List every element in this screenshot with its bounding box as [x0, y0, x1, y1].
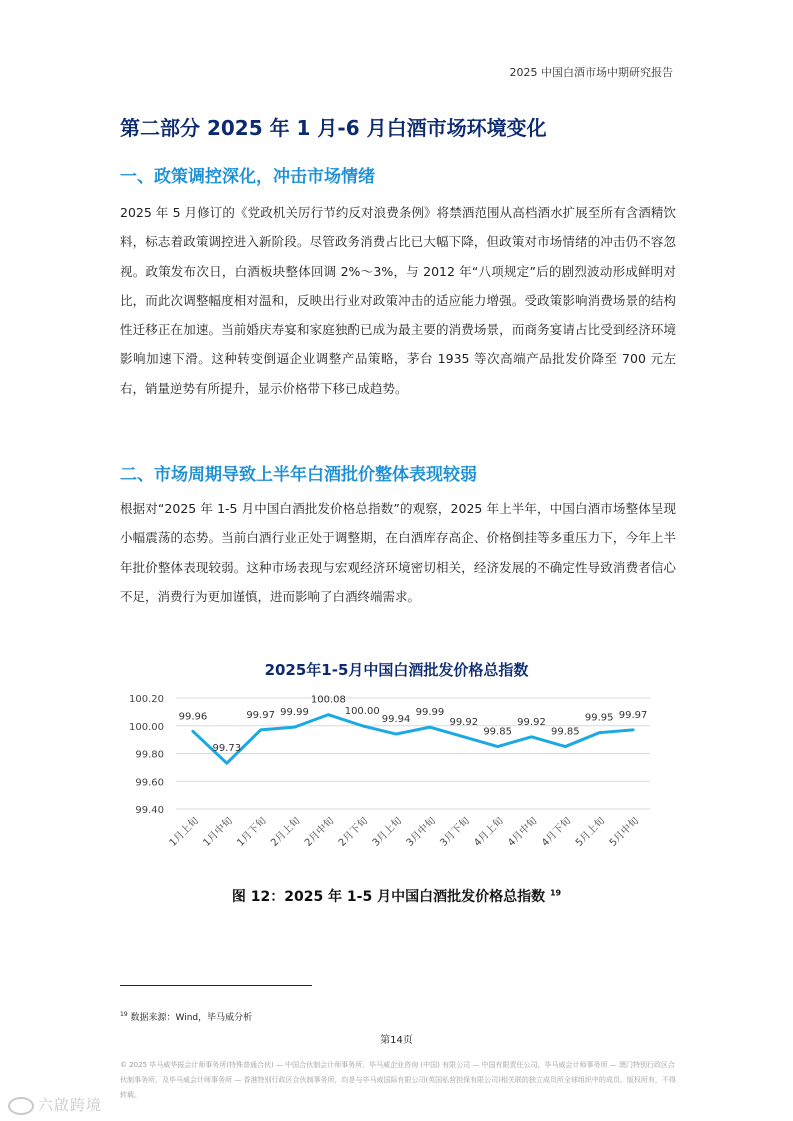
x-tick-label: 1月中旬 [201, 815, 235, 849]
data-label: 99.85 [483, 726, 512, 738]
page-number: 第14页 [380, 1035, 413, 1046]
x-tick-label: 4月下旬 [539, 815, 574, 849]
watermark-text: 六啟跨境 [38, 1096, 103, 1114]
x-tick-label: 3月上旬 [370, 815, 405, 849]
data-label: 99.96 [178, 711, 208, 723]
x-axis-ticks [166, 814, 641, 849]
data-label: 99.99 [415, 707, 445, 719]
legal-notice: © 2025 毕马威华振会计师事务所(特殊普通合伙) — 中国合伙制会计师事务所，毕马威企业咨询 (中国) 有限公司 — 中国有限责任公司，毕马威会计师事务所 — 澳门特别行政区合伙制事务所，及毕马威会计师事务所 — 香港特别行政区合伙制事务所，均是与毕马威国际有限公司(英国私营担保有限公司)相关联的独立成员所全球组织中的成员。版权所有，不得转载。 [120, 1061, 676, 1099]
x-tick-label: 5月上旬 [573, 815, 608, 849]
footnote-text: 数据来源：Wind，毕马威分析 [127, 1013, 253, 1023]
y-tick-label: 100.20 [129, 694, 164, 705]
figure-caption-ref: 19 [549, 888, 562, 898]
data-label: 99.94 [381, 714, 411, 726]
y-axis-ticks [129, 694, 164, 816]
data-label: 99.95 [584, 712, 614, 724]
report-header: 2025 中国白酒市场中期研究报告 [509, 66, 673, 79]
data-label: 99.97 [246, 709, 275, 721]
x-tick-label: 1月上旬 [167, 815, 202, 849]
x-tick-label: 4月上旬 [472, 815, 506, 849]
data-label: 99.97 [618, 709, 648, 721]
x-tick-label: 2月中旬 [302, 815, 337, 849]
watermark-logo-icon [8, 1097, 34, 1115]
y-tick-label: 100.00 [129, 721, 164, 733]
chart-title: 2025年1-5月中国白酒批发价格总指数 [264, 661, 529, 679]
x-tick-label: 4月中旬 [506, 815, 540, 849]
section1-heading: 一、政策调控深化，冲击市场情绪 [120, 167, 375, 187]
data-label: 99.92 [517, 716, 546, 728]
data-label: 99.92 [449, 716, 479, 728]
x-tick-label: 1月下旬 [235, 815, 269, 849]
section2-heading: 二、市场周期导致上半年白酒批价整体表现较弱 [120, 465, 477, 485]
data-label: 99.85 [551, 726, 580, 738]
y-tick-label: 99.40 [135, 805, 164, 816]
section2-paragraph: 根据对“2025 年 1-5 月中国白酒批发价格总指数”的观察，2025 年上半年，中国白酒市场整体呈现小幅震荡的态势。当前白酒行业正处于调整期，在白酒库存高企、价格倒挂等多重压力下，今年上半年批价整体表现较弱。这种市场表现与宏观经济环境密切相关，经济发展的不确定性导致消费者信心不足，消费行为更加谨慎，进而影响了白酒终端需求。 [120, 501, 676, 604]
x-tick-label: 2月下旬 [336, 815, 371, 849]
data-label: 100.08 [310, 694, 346, 706]
x-tick-label: 2月上旬 [269, 815, 303, 849]
data-label: 100.00 [344, 705, 380, 717]
y-tick-label: 99.80 [135, 749, 164, 761]
data-label: 99.99 [280, 707, 309, 719]
x-tick-label: 3月下旬 [438, 815, 472, 849]
footnote-rule [120, 985, 312, 986]
y-tick-label: 99.60 [135, 777, 164, 789]
figure-caption-text: 图 12：2025 年 1-5 月中国白酒批发价格总指数 [231, 889, 550, 905]
data-label: 99.73 [212, 743, 242, 755]
section1-paragraph: 2025 年 5 月修订的《党政机关厉行节约反对浪费条例》将禁酒范围从高档酒水扩展至所有含酒精饮料，标志着政策调控进入新阶段。尽管政务消费占比已大幅下降，但政策对市场情绪的冲击仍不容忽视。政策发布次日，白酒板块整体回调 2%～3%，与 2012 年“八项规定”后的剧烈波动形成鲜明对比，而此次调整幅度相对温和，反映出行业对政策冲击的适应能力增强。受政策影响消费场景的结构性迁移正在加速。当前婚庆寿宴和家庭独酌已成为最主要的消费场景，而商务宴请占比受到经济环境影响加速下滑。这种转变倒逼企业调整产品策略，茅台 1935 等次高端产品批发价降至 700 元左右，销量逆势有所提升，显示价格带下移已成趋势。 [120, 205, 676, 396]
data-labels [179, 695, 648, 755]
figure-caption [0, 886, 793, 906]
watermark [8, 1094, 102, 1115]
footnote-ref: 19 [120, 1011, 128, 1018]
x-tick-label: 5月中旬 [607, 815, 642, 849]
footnote [120, 1010, 252, 1023]
part-title: 第二部分 2025 年 1 月-6 月白酒市场环境变化 [120, 116, 547, 140]
x-tick-label: 3月中旬 [404, 815, 439, 849]
